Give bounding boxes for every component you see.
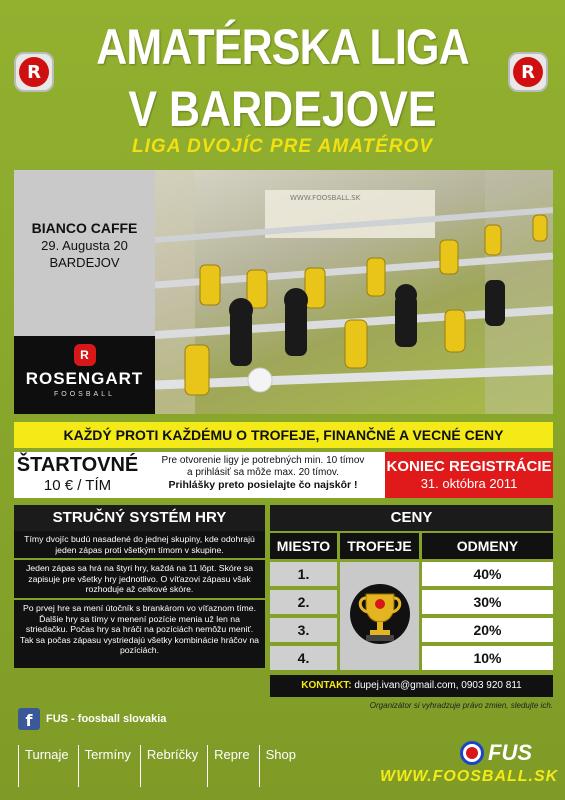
rosengart-logo bbox=[14, 336, 155, 414]
rosengart-sub: FOOSBALL bbox=[54, 391, 115, 398]
nav-item-turnaje[interactable]: Turnaje bbox=[18, 745, 78, 787]
website-link[interactable]: WWW.FOOSBALL.SK bbox=[380, 768, 559, 785]
registration-end-label: KONIEC REGISTRÁCIE bbox=[386, 458, 552, 475]
system-paragraph-2: Jeden zápas sa hrá na štyri hry, každá na 11 lôpt. Skóre sa zapisuje pre všetky hry jednotlivo. O víťazovi zápasu však rozhoduje až celkové skóre. bbox=[14, 560, 265, 598]
entry-fee-box bbox=[14, 452, 141, 498]
contact-bar bbox=[270, 675, 553, 697]
entry-info-bold: Prihlášky preto posielajte čo najskôr ! bbox=[168, 479, 358, 491]
entry-fee-label: ŠTARTOVNÉ bbox=[16, 454, 139, 476]
nav-item-terminy[interactable]: Termíny bbox=[78, 745, 140, 787]
facebook-icon: f bbox=[18, 708, 40, 730]
entry-fee-amount: 10 € / TÍM bbox=[43, 477, 112, 494]
fus-logo bbox=[460, 740, 532, 766]
trophy-image bbox=[340, 562, 419, 670]
subtitle: LIGA DVOJÍC PRE AMATÉROV bbox=[132, 136, 433, 157]
r-logo-letter: R bbox=[19, 57, 49, 87]
foosball-table-illustration bbox=[155, 170, 553, 414]
nav-item-repre[interactable]: Repre bbox=[207, 745, 258, 787]
contact-label: KONTAKT: bbox=[301, 680, 352, 691]
prizes-heading: CENY bbox=[270, 505, 553, 531]
organizer-note: Organizátor si vyhradzuje právo zmien, sledujte ich. bbox=[369, 701, 553, 710]
nav-item-shop[interactable]: Shop bbox=[259, 745, 305, 787]
col-header-place: MIESTO bbox=[270, 533, 337, 559]
facebook-label: FUS - foosball slovakia bbox=[46, 713, 167, 725]
col-header-trophy: TROFEJE bbox=[340, 533, 419, 559]
venue-name: BIANCO CAFFE bbox=[31, 220, 138, 236]
venue-city: BARDEJOV bbox=[49, 255, 120, 270]
place-3: 3. bbox=[270, 618, 337, 642]
system-heading: STRUČNÝ SYSTÉM HRY bbox=[14, 505, 265, 531]
foosball-photo bbox=[155, 170, 553, 414]
venue-block bbox=[14, 170, 155, 336]
facebook-link[interactable] bbox=[18, 708, 166, 730]
rosengart-r-icon: R bbox=[74, 344, 96, 366]
place-4: 4. bbox=[270, 646, 337, 670]
rosengart-name: ROSENGART bbox=[25, 369, 144, 388]
contact-value[interactable]: dupej.ivan@gmail.com, 0903 920 811 bbox=[354, 680, 522, 691]
venue-address: 29. Augusta 20 bbox=[41, 238, 128, 253]
reward-3: 20% bbox=[422, 618, 553, 642]
trophy-icon bbox=[348, 576, 412, 656]
prizes-banner: KAŽDÝ PROTI KAŽDÉMU O TROFEJE, FINANČNÉ A VECNÉ CENY bbox=[14, 422, 553, 448]
nav-item-rebricky[interactable]: Rebríčky bbox=[140, 745, 207, 787]
footer-nav bbox=[18, 745, 305, 787]
col-header-reward: ODMENY bbox=[422, 533, 553, 559]
place-1: 1. bbox=[270, 562, 337, 586]
photo-overlay-text: WWW.FOOSBALL.SK bbox=[290, 194, 361, 202]
entry-info-box bbox=[141, 452, 385, 498]
fus-text: FUS bbox=[488, 740, 532, 765]
title-line-2: V BARDEJOVE bbox=[128, 81, 437, 137]
reward-1: 40% bbox=[422, 562, 553, 586]
reward-4: 10% bbox=[422, 646, 553, 670]
registration-end-date: 31. októbra 2011 bbox=[420, 476, 518, 491]
title-line-1: AMATÉRSKA LIGA bbox=[96, 19, 469, 75]
registration-end-box bbox=[385, 452, 553, 498]
system-paragraph-3: Po prvej hre sa mení útočník s brankárom vo víťaznom tíme. Ďalšie hry sa tímy v menení pozície menia už len na striedačku. Počas hry sa hráči na pozíciách nemôžu meniť. Tak sa počas zápasu vystriedajú všetky kombinácie hráčov na pozíciách. bbox=[14, 600, 265, 668]
place-2: 2. bbox=[270, 590, 337, 614]
fus-ball-icon bbox=[460, 741, 484, 765]
system-paragraph-1: Tímy dvojíc budú nasadené do jednej skupiny, kde odohrajú jeden zápas proti všetkým tímom v skupine. bbox=[14, 531, 265, 558]
entry-info-line-1: Pre otvorenie ligy je potrebných min. 10 tímov bbox=[161, 455, 365, 466]
reward-2: 30% bbox=[422, 590, 553, 614]
entry-info-line-2: a prihlásiť sa môže max. 20 tímov. bbox=[187, 467, 339, 478]
r-logo-letter: R bbox=[513, 57, 543, 87]
